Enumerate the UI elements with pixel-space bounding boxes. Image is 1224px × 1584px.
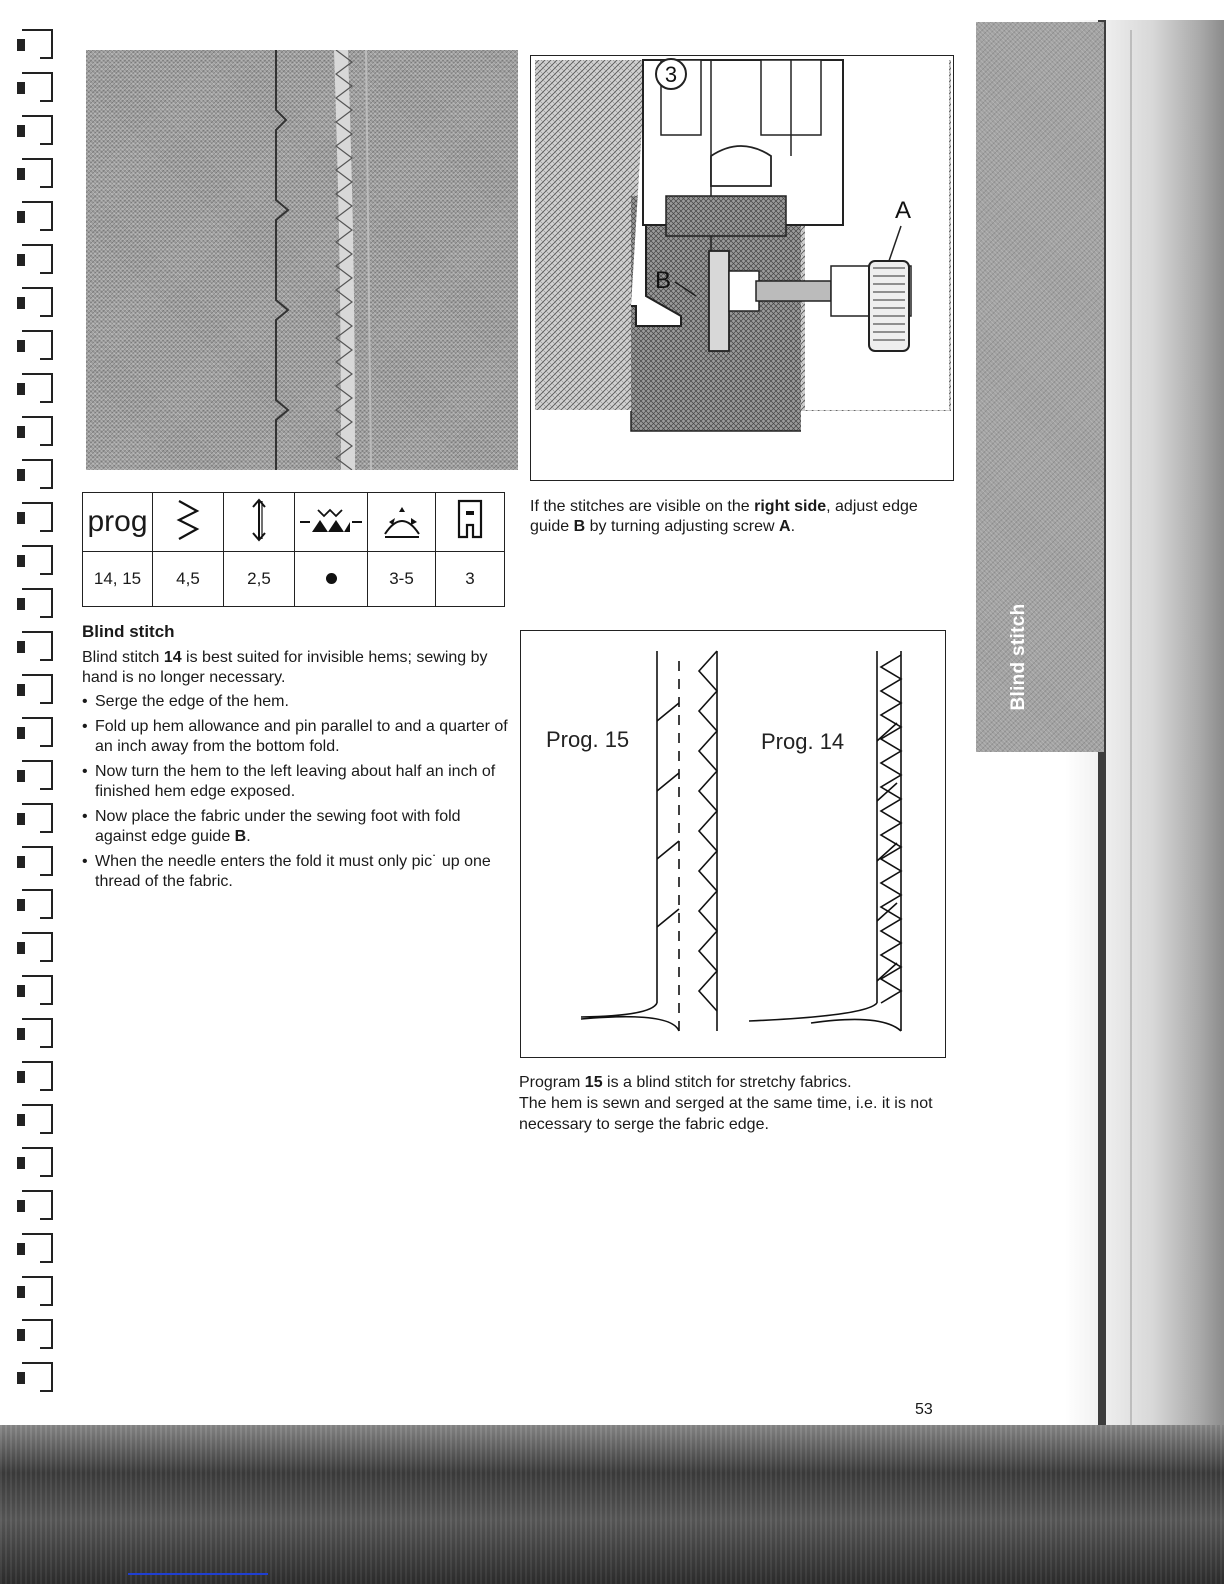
binding-ring (22, 202, 52, 230)
binding-ring (22, 1105, 52, 1133)
binding-hole (18, 1244, 24, 1254)
foot-number-label: 3 (664, 62, 678, 87)
prog-value: 14, 15 (83, 552, 153, 607)
binding-ring (22, 1019, 52, 1047)
binding-hole (18, 1029, 24, 1039)
presser-foot-value: 3 (436, 552, 505, 607)
list-item: • Serge the edge of the hem. (80, 692, 510, 712)
binding-hole (18, 943, 24, 953)
pressure-value: 3-5 (368, 552, 436, 607)
binding-ring (22, 331, 52, 359)
binding-ring (22, 159, 52, 187)
binding-ring (22, 1191, 52, 1219)
program-stitch-diagram (520, 630, 946, 1058)
binding-ring (22, 546, 52, 574)
prog-15-label: Prog. 15 (546, 727, 630, 752)
binding-hole (18, 728, 24, 738)
stitch-length-icon (224, 493, 295, 552)
binding-ring (22, 804, 52, 832)
spiral-binding (0, 0, 80, 1430)
foot-caption: If the stitches are visible on the right side, adjust edge guide B by turning adjusting screw A. (530, 498, 918, 535)
section-tab (976, 22, 1104, 752)
binding-ring (22, 589, 52, 617)
binding-hole (18, 1158, 24, 1168)
pressure-icon (368, 493, 436, 552)
list-item: • Now place the fabric under the sewing foot with fold against edge guide B. (80, 807, 510, 847)
binding-ring (22, 374, 52, 402)
binding-hole (18, 1115, 24, 1125)
binding-hole (18, 341, 24, 351)
list-item: • When the needle enters the fold it must only pic˙ up one thread of the fabric. (80, 852, 510, 892)
list-item: • Fold up hem allowance and pin parallel to and a quarter of an inch away from the bottom fold. (80, 717, 510, 757)
binding-ring (22, 632, 52, 660)
binding-hole (18, 384, 24, 394)
binding-hole (18, 83, 24, 93)
list-item: • Now turn the hem to the left leaving about half an inch of finished hem edge exposed. (80, 762, 510, 802)
binding-ring (22, 245, 52, 273)
binding-ring (22, 1062, 52, 1090)
fabric-stitch-photo (86, 50, 518, 470)
binding-ring (22, 1277, 52, 1305)
binding-hole (18, 556, 24, 566)
binding-ring (22, 847, 52, 875)
binding-ring (22, 116, 52, 144)
tension-value (295, 552, 368, 607)
binding-ring (22, 30, 52, 58)
binding-ring (22, 976, 52, 1004)
binding-ring (22, 1363, 52, 1391)
binding-ring (22, 73, 52, 101)
binding-ring (22, 1234, 52, 1262)
binding-hole (18, 685, 24, 695)
binding-hole (18, 126, 24, 136)
binding-hole (18, 1201, 24, 1211)
page-edge-line (1130, 30, 1132, 1430)
binding-hole (18, 1330, 24, 1340)
binding-ring (22, 1320, 52, 1348)
prog-15-stitch-drawing (581, 651, 717, 1031)
binding-hole (18, 513, 24, 523)
settings-table (82, 492, 505, 607)
binding-hole (18, 986, 24, 996)
settings-header-row (83, 493, 505, 552)
binding-hole (18, 212, 24, 222)
binding-hole (18, 1287, 24, 1297)
binding-hole (18, 814, 24, 824)
prog-14-label: Prog. 14 (761, 729, 845, 754)
page-number: 53 (915, 1401, 933, 1418)
binding-ring (22, 460, 52, 488)
prog-14-stitch-drawing (749, 651, 901, 1031)
stitch-width-value: 4,5 (153, 552, 224, 607)
binding-ring (22, 1148, 52, 1176)
stitch-width-icon (153, 493, 224, 552)
label-b: B (654, 267, 672, 294)
binding-ring (22, 288, 52, 316)
binding-ring (22, 933, 52, 961)
presser-foot-diagram (530, 55, 954, 481)
scan-shadow-band (0, 1425, 1224, 1584)
binding-hole (18, 40, 24, 50)
binding-hole (18, 255, 24, 265)
binding-hole (18, 857, 24, 867)
section-heading: Blind stitch (82, 622, 175, 641)
intro-paragraph: Blind stitch 14 is best suited for invisible hems; sewing by hand is no longer necessary. (82, 649, 488, 686)
binding-hole (18, 470, 24, 480)
normal-tension-dot-icon (326, 573, 337, 584)
program-caption: Program 15 is a blind stitch for stretchy fabrics. The hem is sewn and serged at the same time, i.e. it is not necessary to serge the fabric edge. (519, 1074, 933, 1133)
stitch-length-value: 2,5 (224, 552, 295, 607)
binding-hole (18, 169, 24, 179)
instruction-list (80, 692, 510, 897)
tension-icon (295, 493, 368, 552)
underline-mark (128, 1573, 268, 1575)
label-a: A (894, 197, 912, 224)
binding-ring (22, 675, 52, 703)
binding-ring (22, 718, 52, 746)
binding-hole (18, 1072, 24, 1082)
binding-hole (18, 298, 24, 308)
binding-hole (18, 900, 24, 910)
binding-hole (18, 1373, 24, 1383)
binding-ring (22, 890, 52, 918)
binding-hole (18, 771, 24, 781)
section-tab-label: Blind stitch (1008, 603, 1029, 711)
settings-values-row (83, 552, 505, 607)
binding-ring (22, 417, 52, 445)
binding-hole (18, 642, 24, 652)
binding-hole (18, 427, 24, 437)
binding-ring (22, 503, 52, 531)
prog-header: prog (83, 493, 153, 552)
presser-foot-icon (436, 493, 505, 552)
binding-ring (22, 761, 52, 789)
binding-hole (18, 599, 24, 609)
